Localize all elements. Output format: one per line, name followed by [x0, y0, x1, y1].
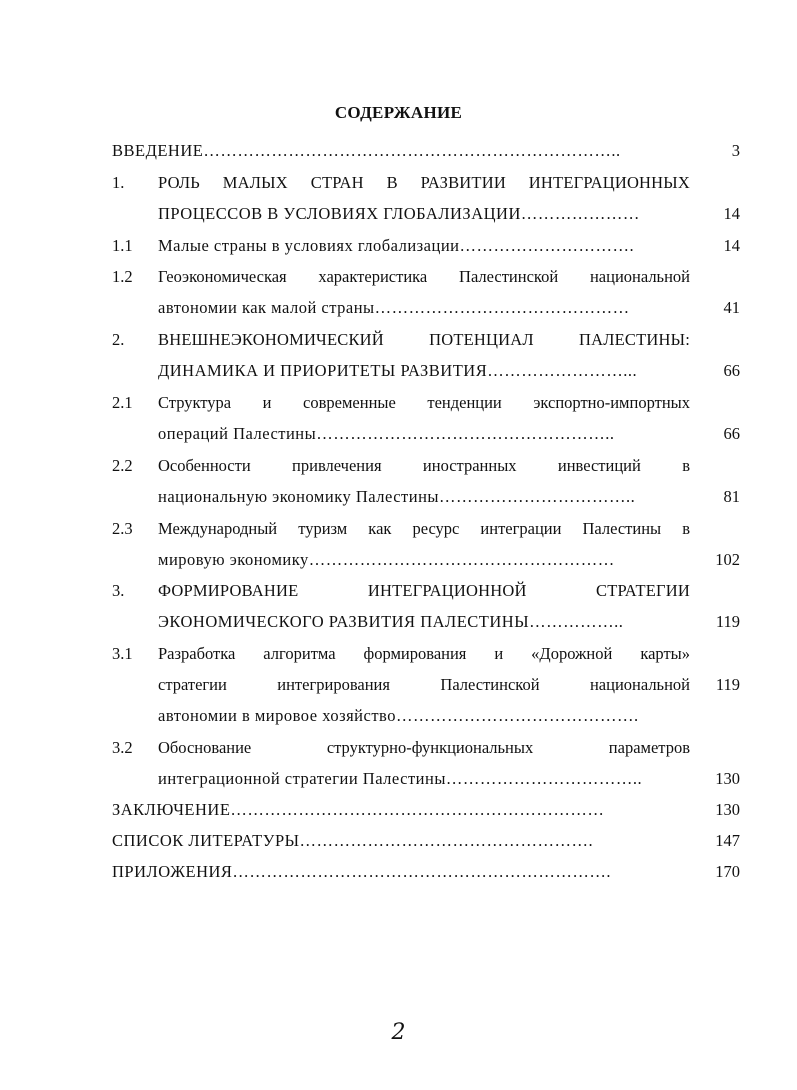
toc-entry-chapter-3[interactable]	[112, 580, 740, 602]
toc-entry-number: 2.	[112, 330, 125, 349]
toc-entry-text: автономии в мировое хозяйство…………………………………….	[158, 706, 639, 725]
toc-entry-appendices[interactable]	[112, 861, 740, 883]
toc-page-number: 170	[715, 862, 740, 881]
toc-entry-section-3-1[interactable]	[112, 643, 740, 665]
toc-entry-number: 3.2	[112, 738, 133, 757]
toc-entry-introduction[interactable]	[112, 140, 740, 162]
toc-entry-text: ЭКОНОМИЧЕСКОГО РАЗВИТИЯ ПАЛЕСТИНЫ……………..	[158, 612, 624, 631]
toc-entry-section-1-2-cont[interactable]	[112, 297, 740, 319]
toc-entry-section-2-2-cont[interactable]	[112, 486, 740, 508]
toc-page-number: 81	[723, 487, 740, 506]
toc-entry-number: 3.	[112, 581, 125, 600]
page-number-footer: 2	[391, 1020, 406, 1045]
toc-entry-section-3-1-cont[interactable]	[112, 674, 740, 696]
toc-entry-text: ВВЕДЕНИЕ………………………………………………………………..	[112, 141, 621, 160]
toc-entry-text: автономии как малой страны………………………………………	[158, 298, 630, 317]
toc-entry-section-2-1[interactable]	[112, 392, 740, 414]
toc-page-number: 147	[715, 831, 740, 850]
toc-page-number: 130	[715, 769, 740, 788]
toc-entry-number: 3.1	[112, 644, 133, 663]
toc-entry-section-2-2[interactable]	[112, 455, 740, 477]
toc-entry-section-1-2[interactable]	[112, 266, 740, 288]
toc-entry-section-2-1-cont[interactable]	[112, 423, 740, 445]
toc-entry-section-1-1[interactable]	[112, 235, 740, 257]
toc-entry-section-2-3-cont[interactable]	[112, 549, 740, 571]
toc-page-number: 3	[731, 141, 740, 160]
toc-entry-section-3-2-cont[interactable]	[112, 768, 740, 790]
toc-entry-text: ДИНАМИКА И ПРИОРИТЕТЫ РАЗВИТИЯ……………………...	[158, 361, 638, 380]
toc-entry-number: 2.1	[112, 393, 133, 412]
toc-entry-conclusion[interactable]	[112, 799, 740, 821]
toc-entry-chapter-1[interactable]	[112, 172, 740, 194]
toc-entry-text: Геоэкономическая характеристика Палестинской национальной	[158, 267, 690, 286]
toc-entry-number: 2.2	[112, 456, 133, 475]
toc-entry-text: национальную экономику Палестины……………………………..	[158, 487, 636, 506]
toc-entry-text: Разработка алгоритма формирования и «Дорожной карты»	[158, 644, 690, 663]
toc-entry-section-3-1-cont2[interactable]	[112, 705, 740, 727]
toc-page-number: 66	[723, 361, 740, 380]
toc-entry-text: интеграционной стратегии Палестины……………………………..	[158, 769, 643, 788]
toc-page-number: 14	[723, 236, 740, 255]
toc-entry-text: Международный туризм как ресурс интеграции Палестины в	[158, 519, 690, 538]
toc-entry-chapter-1-cont[interactable]	[112, 203, 740, 225]
toc-entry-section-3-2[interactable]	[112, 737, 740, 759]
toc-entry-text: операций Палестины……………………………………………..	[158, 424, 615, 443]
toc-entry-text: РОЛЬ МАЛЫХ СТРАН В РАЗВИТИИ ИНТЕГРАЦИОННЫХ	[158, 173, 690, 192]
toc-entry-text: Малые страны в условиях глобализации………………………….	[158, 236, 635, 255]
toc-page-number: 119	[715, 612, 740, 631]
toc-entry-number: 1.	[112, 173, 125, 192]
toc-entry-text: Особенности привлечения иностранных инвестиций в	[158, 456, 690, 475]
toc-entry-references[interactable]	[112, 830, 740, 852]
toc-entry-text: мировую экономику………………………………………………	[158, 550, 615, 569]
toc-entry-chapter-3-cont[interactable]	[112, 611, 740, 633]
toc-page-number: 14	[723, 204, 740, 223]
toc-entry-chapter-2[interactable]	[112, 329, 740, 351]
toc-page-number: 41	[723, 298, 740, 317]
toc-entry-text: Обоснование структурно-функциональных параметров	[158, 738, 690, 757]
toc-entry-text: стратегии интегрирования Палестинской национальной	[158, 675, 690, 694]
toc-page-number: 130	[715, 800, 740, 819]
toc-entry-number: 1.1	[112, 236, 133, 255]
toc-title: СОДЕРЖАНИЕ	[334, 103, 463, 122]
toc-entry-section-2-3[interactable]	[112, 518, 740, 540]
toc-entry-text: ПРИЛОЖЕНИЯ………………………………………………………….	[112, 862, 612, 881]
toc-entry-text: СПИСОК ЛИТЕРАТУРЫ…………………………………………….	[112, 831, 594, 850]
toc-entry-text: ВНЕШНЕЭКОНОМИЧЕСКИЙ ПОТЕНЦИАЛ ПАЛЕСТИНЫ:	[158, 330, 690, 349]
toc-entry-number: 1.2	[112, 267, 133, 286]
toc-page-number: 102	[715, 550, 740, 569]
toc-entry-text: Структура и современные тенденции экспортно-импортных	[158, 393, 690, 412]
toc-entry-number: 2.3	[112, 519, 133, 538]
toc-entry-text: ФОРМИРОВАНИЕ ИНТЕГРАЦИОННОЙ СТРАТЕГИИ	[158, 581, 690, 600]
toc-entry-chapter-2-cont[interactable]	[112, 360, 740, 382]
toc-entry-text: ЗАКЛЮЧЕНИЕ…………………………………………………………	[112, 800, 605, 819]
toc-page-number: 119	[715, 675, 740, 694]
toc-entry-text: ПРОЦЕССОВ В УСЛОВИЯХ ГЛОБАЛИЗАЦИИ…………………	[158, 204, 640, 223]
toc-page-number: 66	[723, 424, 740, 443]
